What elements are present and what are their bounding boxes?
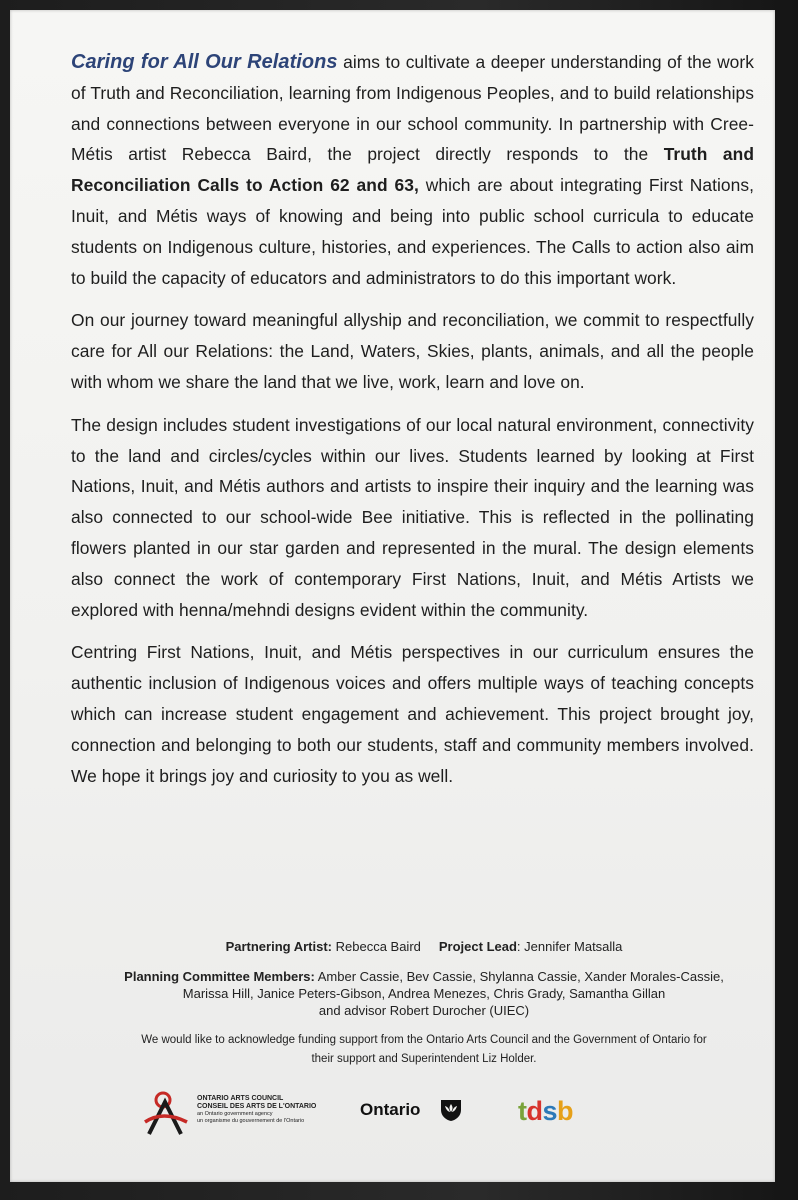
oac-line-4: un organisme du gouvernement de l'Ontario [197,1117,305,1124]
committee-names-1: Amber Cassie, Bev Cassie, Shylanna Cassie, Xander Morales-Cassie, [314,969,724,984]
paragraph-design: The design includes student investigations of our local natural environment, connectivity to the land and circles/cycles within our lives. Students learned by looking at First Nations, Inuit, and Métis authors and artists to inspire their inquiry and the learning was also connected to our school-wide Bee initiative. This is reflected in the pollinating flowers planted in our star garden and represented in the mural. The design elements also connect the work of contemporary First Nations, Inuit, and Métis Artists we explored with henna/mehndi designs evident within the community. [71,414,754,620]
ontario-arts-council-logo [143,1088,323,1138]
ontario-wordmark: Ontario [360,1100,421,1119]
artist-name: Rebecca Baird [332,939,421,954]
oac-line-2: CONSEIL DES ARTS DE L'ONTARIO [197,1103,317,1110]
committee-label: Planning Committee Members: [124,969,315,984]
committee-line-2: Marissa Hill, Janice Peters-Gibson, Andrea Menezes, Chris Grady, Samantha Gillan [182,986,666,1001]
paragraph-centring: Centring First Nations, Inuit, and Métis perspectives in our curriculum ensures the authentic inclusion of Indigenous voices and offers multiple ways of teaching concepts which can increase student engagement and achievement. This project brought joy, connection and belonging to both our students, staff and community members involved. We hope it brings joy and curiosity to you as well. [71,642,754,786]
committee-line-1 [74,968,774,985]
project-title: Caring for All Our Relations [71,51,338,73]
calls-to-action-emphasis: Truth and Reconciliation Calls to Action 62 and 63, [71,144,755,196]
committee-line-3: and advisor Robert Durocher (UIEC) [318,1003,530,1018]
credits [74,938,774,1019]
poster-panel [10,10,775,1182]
lead-label: Project Lead [438,939,517,954]
tdsb-letter-d: d [526,1096,543,1126]
tdsb-letter-b: b [557,1096,574,1126]
trillium-icon [438,1096,464,1122]
intro-text-a: aims to cultivate a deeper understanding of the work of Truth and Reconciliation, learning from Indigenous Peoples, and to build relationships and connections between everyone in our school community. In partnership with Cree-Métis artist Rebecca Baird, the project directly responds to the [71,52,754,165]
paragraph-allyship: On our journey toward meaningful allyship and reconciliation, we commit to respectfully care for All our Relations: the Land, Waters, Skies, plants, animals, and all the people with whom we share the land that we live, work, learn and love on. [71,310,754,392]
acknowledgement-line-2: their support and Superintendent Liz Holder. [311,1053,537,1065]
acknowledgement-line-1: We would like to acknowledge funding support from the Ontario Arts Council and the Government of Ontario for [141,1034,707,1046]
intro-paragraph [71,47,754,293]
oac-line-3: an Ontario government agency [197,1111,273,1117]
oac-mark-icon [143,1088,195,1138]
oac-line-1: ONTARIO ARTS COUNCIL [197,1095,284,1102]
intro-text-b: which are about integrating First Nations, Inuit, and Métis ways of knowing and being into public school curricula to educate students on Indigenous culture, histories, and experiences. The Calls to action also aim to build the capacity of educators and administrators to do this important work. [71,175,754,288]
tdsb-logo [518,1096,573,1127]
acknowledgement [74,1031,774,1069]
sponsor-logos [10,1080,775,1150]
body-text [71,47,754,803]
tdsb-letter-s: s [542,1096,558,1126]
oac-wordmark [197,1095,316,1124]
tdsb-letter-t: t [518,1096,527,1126]
artist-lead-row [74,938,774,955]
lead-name: : Jennifer Matsalla [516,939,623,954]
artist-label: Partnering Artist: [225,939,332,954]
